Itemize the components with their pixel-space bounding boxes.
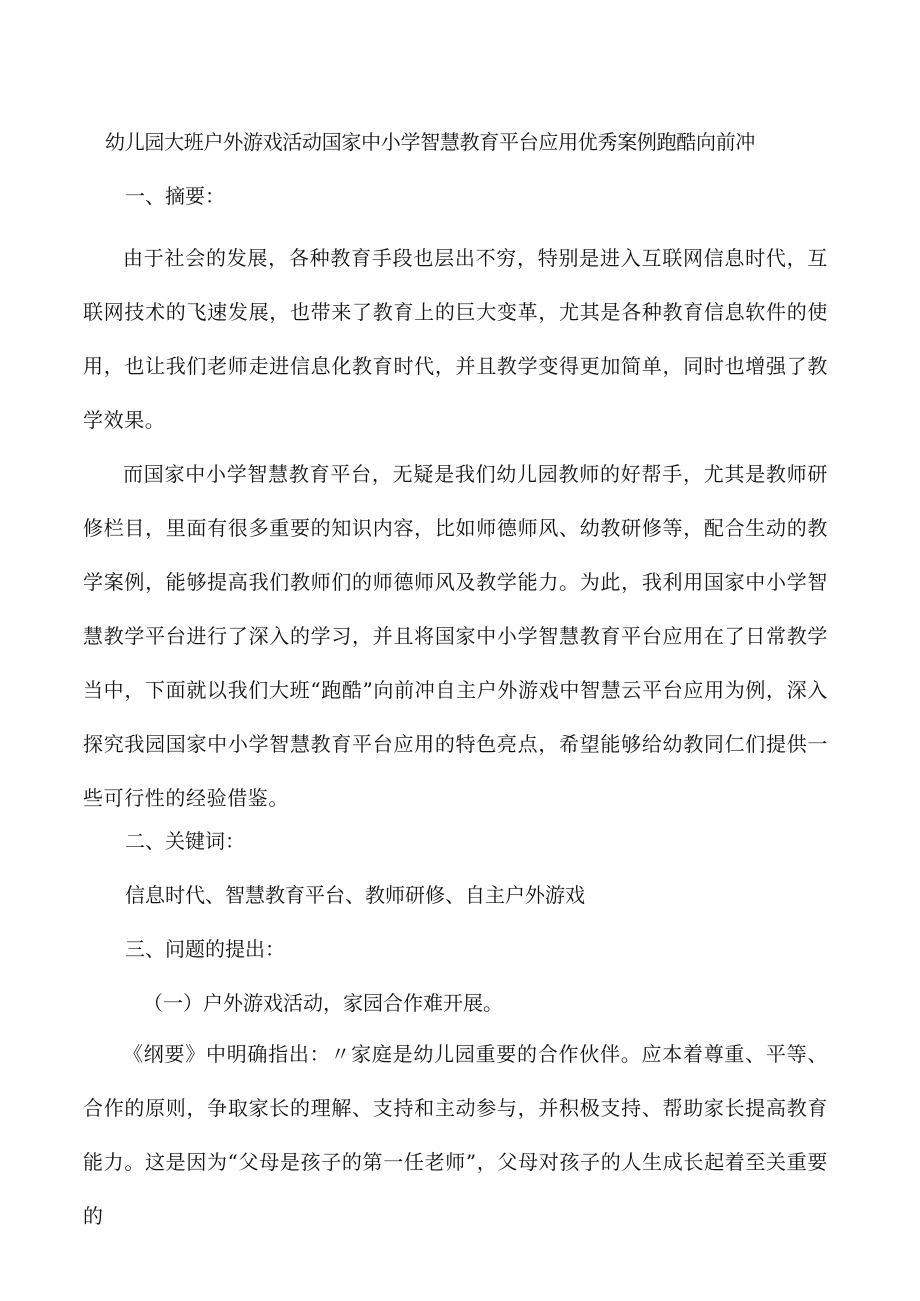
subsection-heading-1: （一）户外游戏活动，家园合作难开展。 bbox=[143, 991, 503, 1015]
section-heading-problem: 三、问题的提出： bbox=[125, 937, 285, 961]
paragraph-abstract-2: 而国家中小学智慧教育平台，无疑是我们幼儿园教师的好帮手，尤其是教师研修栏目，里面有很多重要的知识内容，比如师德师风、幼教研修等，配合生动的教学案例，能够提高我们教师们的师德师风及教学能力。为此，我利用国家中小学智慧教学平台进行了深入的学习，并且将国家中小学智慧教育平台应用在了日常教学当中，下面就以我们大班“跑酷”向前冲自主户外游戏中智慧云平台应用为例，深入探究我园国家中小学智慧教育平台应用的特色亮点，希望能够给幼教同仁们提供一些可行性的经验借鉴。 bbox=[83, 462, 828, 810]
document-title: 幼儿园大班户外游戏活动国家中小学智慧教育平台应用优秀案例跑酷向前冲 bbox=[105, 130, 756, 154]
section-heading-abstract: 一、摘要： bbox=[125, 184, 225, 208]
section-heading-keywords: 二、关键词： bbox=[125, 829, 245, 853]
paragraph-problem-1: 《纲要》中明确指出：〃家庭是幼儿园重要的合作伙伴。应本着尊重、平等、合作的原则，争取家长的理解、支持和主动参与，并积极支持、帮助家长提高教育能力。这是因为“父母是孩子的第一任老师”，父母对孩子的人生成长起着至关重要的 bbox=[83, 1042, 828, 1228]
paragraph-abstract-1: 由于社会的发展，各种教育手段也层出不穷，特别是进入互联网信息时代，互联网技术的飞速发展，也带来了教育上的巨大变革，尤其是各种教育信息软件的使用，也让我们老师走进信息化教育时代，并且教学变得更加简单，同时也增强了教学效果。 bbox=[83, 246, 828, 432]
keywords-text: 信息时代、智慧教育平台、教师研修、自主户外游戏 bbox=[125, 883, 585, 907]
